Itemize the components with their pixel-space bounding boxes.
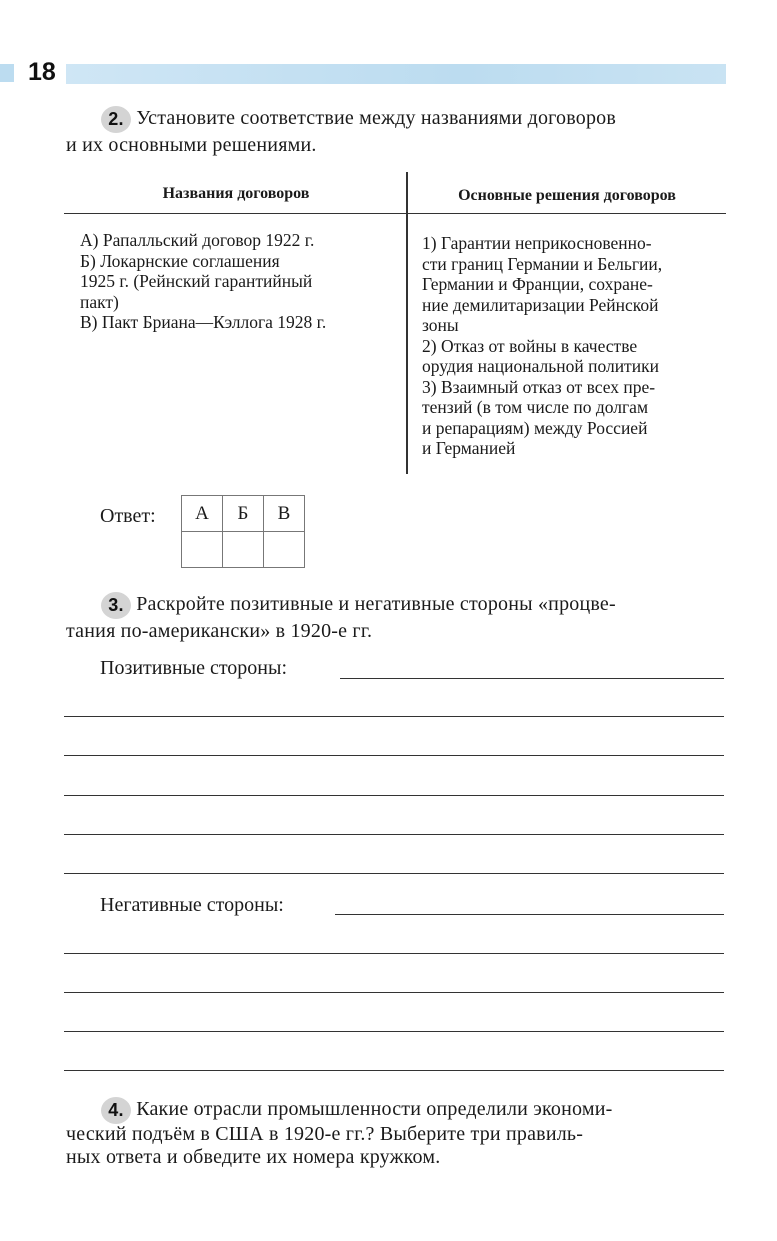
table-column-divider: [406, 172, 408, 474]
positive-answer-line[interactable]: [64, 795, 724, 796]
treaty-line: пакт): [80, 291, 119, 312]
decision-line: и Германией: [422, 438, 516, 458]
task4-prompt-line1: Какие отрасли промышленности определили экономи-: [136, 1098, 613, 1121]
negative-answer-line[interactable]: [64, 992, 724, 993]
task3-prompt-line1: Раскройте позитивные и негативные стороны «процве-: [136, 593, 616, 616]
negative-answer-line[interactable]: [335, 914, 724, 915]
table-header-divider: [64, 213, 726, 214]
decision-line: 3) Взаимный отказ от всех пре-: [422, 376, 656, 397]
task2-number-badge: 2.: [101, 106, 131, 133]
positive-answer-line[interactable]: [64, 716, 724, 717]
treaty-names-list: [80, 230, 400, 333]
decision-line: и репарациям) между Россией: [422, 417, 648, 438]
task4-number-badge: 4.: [101, 1097, 131, 1124]
decision-line: орудия национальной политики: [422, 356, 659, 376]
decision-line: тензий (в том числе по долгам: [422, 397, 649, 417]
decision-line: зоны: [422, 315, 459, 335]
answer-header-b: Б: [223, 496, 264, 532]
answer-label: Ответ:: [100, 505, 156, 527]
decision-line: Германии и Франции, сохране-: [422, 274, 653, 294]
task4-prompt-line3: ных ответа и обведите их номера кружком.: [66, 1146, 441, 1168]
negative-label: Негативные стороны:: [100, 894, 284, 916]
table-header-treaty-decisions: Основные решения договоров: [458, 187, 676, 204]
decision-line: 2) Отказ от войны в качестве: [422, 335, 638, 356]
treaty-line: А) Рапалльский договор 1922 г.: [80, 230, 315, 250]
answer-header-a: А: [182, 496, 223, 532]
decision-line: сти границ Германии и Бельгии,: [422, 253, 663, 274]
task2-prompt-line2: и их основными решениями.: [66, 134, 317, 156]
page-number: 18: [28, 58, 56, 86]
negative-answer-line[interactable]: [64, 953, 724, 954]
treaty-line: 1925 г. (Рейнский гарантийный: [80, 271, 313, 291]
answer-header-v: В: [264, 496, 305, 532]
negative-answer-line[interactable]: [64, 1070, 724, 1071]
treaty-line: Б) Локарнские соглашения: [80, 250, 280, 271]
table-header-treaty-names: Названия договоров: [162, 185, 310, 202]
positive-answer-line[interactable]: [64, 755, 724, 756]
decision-line: ние демилитаризации Рейнской: [422, 294, 659, 315]
positive-label: Позитивные стороны:: [100, 657, 288, 679]
negative-answer-line[interactable]: [64, 1031, 724, 1032]
task4-prompt-line2: ческий подъём в США в 1920-е гг.? Выберите три правиль-: [66, 1123, 584, 1145]
task3-number-badge: 3.: [101, 592, 131, 619]
positive-answer-line[interactable]: [340, 678, 724, 679]
header-band-left: [0, 64, 14, 82]
task3-prompt: [101, 592, 616, 619]
task4-prompt: [101, 1097, 612, 1124]
positive-answer-line[interactable]: [64, 873, 724, 874]
treaty-decisions-list: [422, 233, 727, 459]
task2-prompt: [101, 106, 731, 133]
task3-prompt-line2: тания по-американски» в 1920-е гг.: [66, 620, 373, 642]
answer-grid: [181, 495, 305, 568]
answer-cell-a[interactable]: [182, 532, 223, 568]
answer-cell-v[interactable]: [264, 532, 305, 568]
decision-line: 1) Гарантии неприкосновенно-: [422, 233, 652, 253]
task2-prompt-line1: Установите соответствие между названиями договоров: [136, 107, 617, 130]
header-band: [66, 64, 726, 84]
treaty-line: В) Пакт Бриана—Кэллога 1928 г.: [80, 312, 327, 332]
positive-answer-line[interactable]: [64, 834, 724, 835]
answer-cell-b[interactable]: [223, 532, 264, 568]
